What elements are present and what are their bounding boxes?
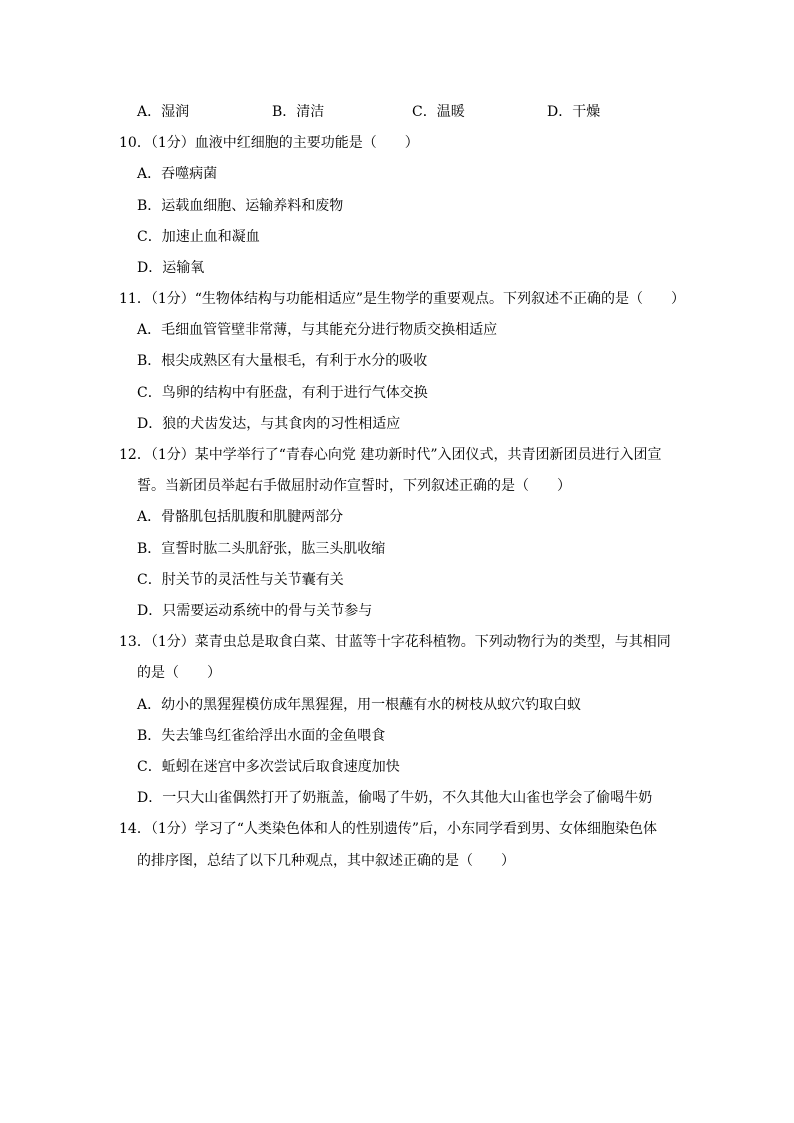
q12-stem-line1: 12．（1分）某中学举行了“青春心向党 建功新时代”入团仪式，共青团新团员进行入团宣 xyxy=(119,447,662,463)
q13-option-c: C．蚯蚓在迷宫中多次尝试后取食速度加快 xyxy=(137,759,400,775)
q14-stem-line2: 的排序图，总结了以下几种观点，其中叙述正确的是（ ） xyxy=(137,853,515,869)
q13-option-a: A．幼小的黑猩猩模仿成年黑猩猩，用一根蘸有水的树枝从蚁穴钓取白蚁 xyxy=(137,697,582,713)
q10-option-c: C．加速止血和凝血 xyxy=(137,229,260,245)
q11-option-a: A．毛细血管管壁非常薄，与其能充分进行物质交换相适应 xyxy=(137,322,498,338)
q10-option-d: D．运输氧 xyxy=(137,260,205,276)
q13-option-d: D．一只大山雀偶然打开了奶瓶盖，偷喝了牛奶，不久其他大山雀也学会了偷喝牛奶 xyxy=(137,790,653,806)
q9-option-c: C．温暖 xyxy=(412,104,465,120)
q11-option-b: B．根尖成熟区有大量根毛，有利于水分的吸收 xyxy=(137,353,428,369)
q9-options xyxy=(137,103,737,121)
q12-option-a: A．骨骼肌包括肌腹和肌腱两部分 xyxy=(137,509,344,525)
q14-stem-line1: 14．（1分）学习了“人类染色体和人的性别遗传”后，小东同学看到男、女体细胞染色体 xyxy=(119,821,658,837)
q10-option-b: B．运载血细胞、运输养料和废物 xyxy=(137,198,344,214)
q11-option-c: C．鸟卵的结构中有胚盘，有利于进行气体交换 xyxy=(137,385,428,401)
q9-option-d: D．干燥 xyxy=(547,104,601,120)
q11-option-d: D．狼的犬齿发达，与其食肉的习性相适应 xyxy=(137,416,401,432)
q9-option-b: B．清洁 xyxy=(272,104,325,120)
q13-stem-line2: 的是（ ） xyxy=(137,665,221,681)
q9-option-a: A．湿润 xyxy=(137,104,190,120)
q10-stem: 10．（1分）血液中红细胞的主要功能是（ ） xyxy=(119,135,419,151)
q12-option-c: C．肘关节的灵活性与关节囊有关 xyxy=(137,572,344,588)
q13-stem-line1: 13．（1分）菜青虫总是取食白菜、甘蓝等十字花科植物。下列动物行为的类型，与其相同 xyxy=(119,634,671,650)
q13-option-b: B．失去雏鸟红雀给浮出水面的金鱼喂食 xyxy=(137,728,386,744)
q12-stem-line2: 誓。当新团员举起右手做屈肘动作宣誓时，下列叙述正确的是（ ） xyxy=(137,478,571,494)
q12-option-b: B．宣誓时肱二头肌舒张，肱三头肌收缩 xyxy=(137,541,386,557)
q11-stem: 11．（1分）“生物体结构与功能相适应”是生物学的重要观点。下列叙述不正确的是（ ） xyxy=(119,291,686,307)
q10-option-a: A．吞噬病菌 xyxy=(137,166,218,182)
q12-option-d: D．只需要运动系统中的骨与关节参与 xyxy=(137,603,373,619)
